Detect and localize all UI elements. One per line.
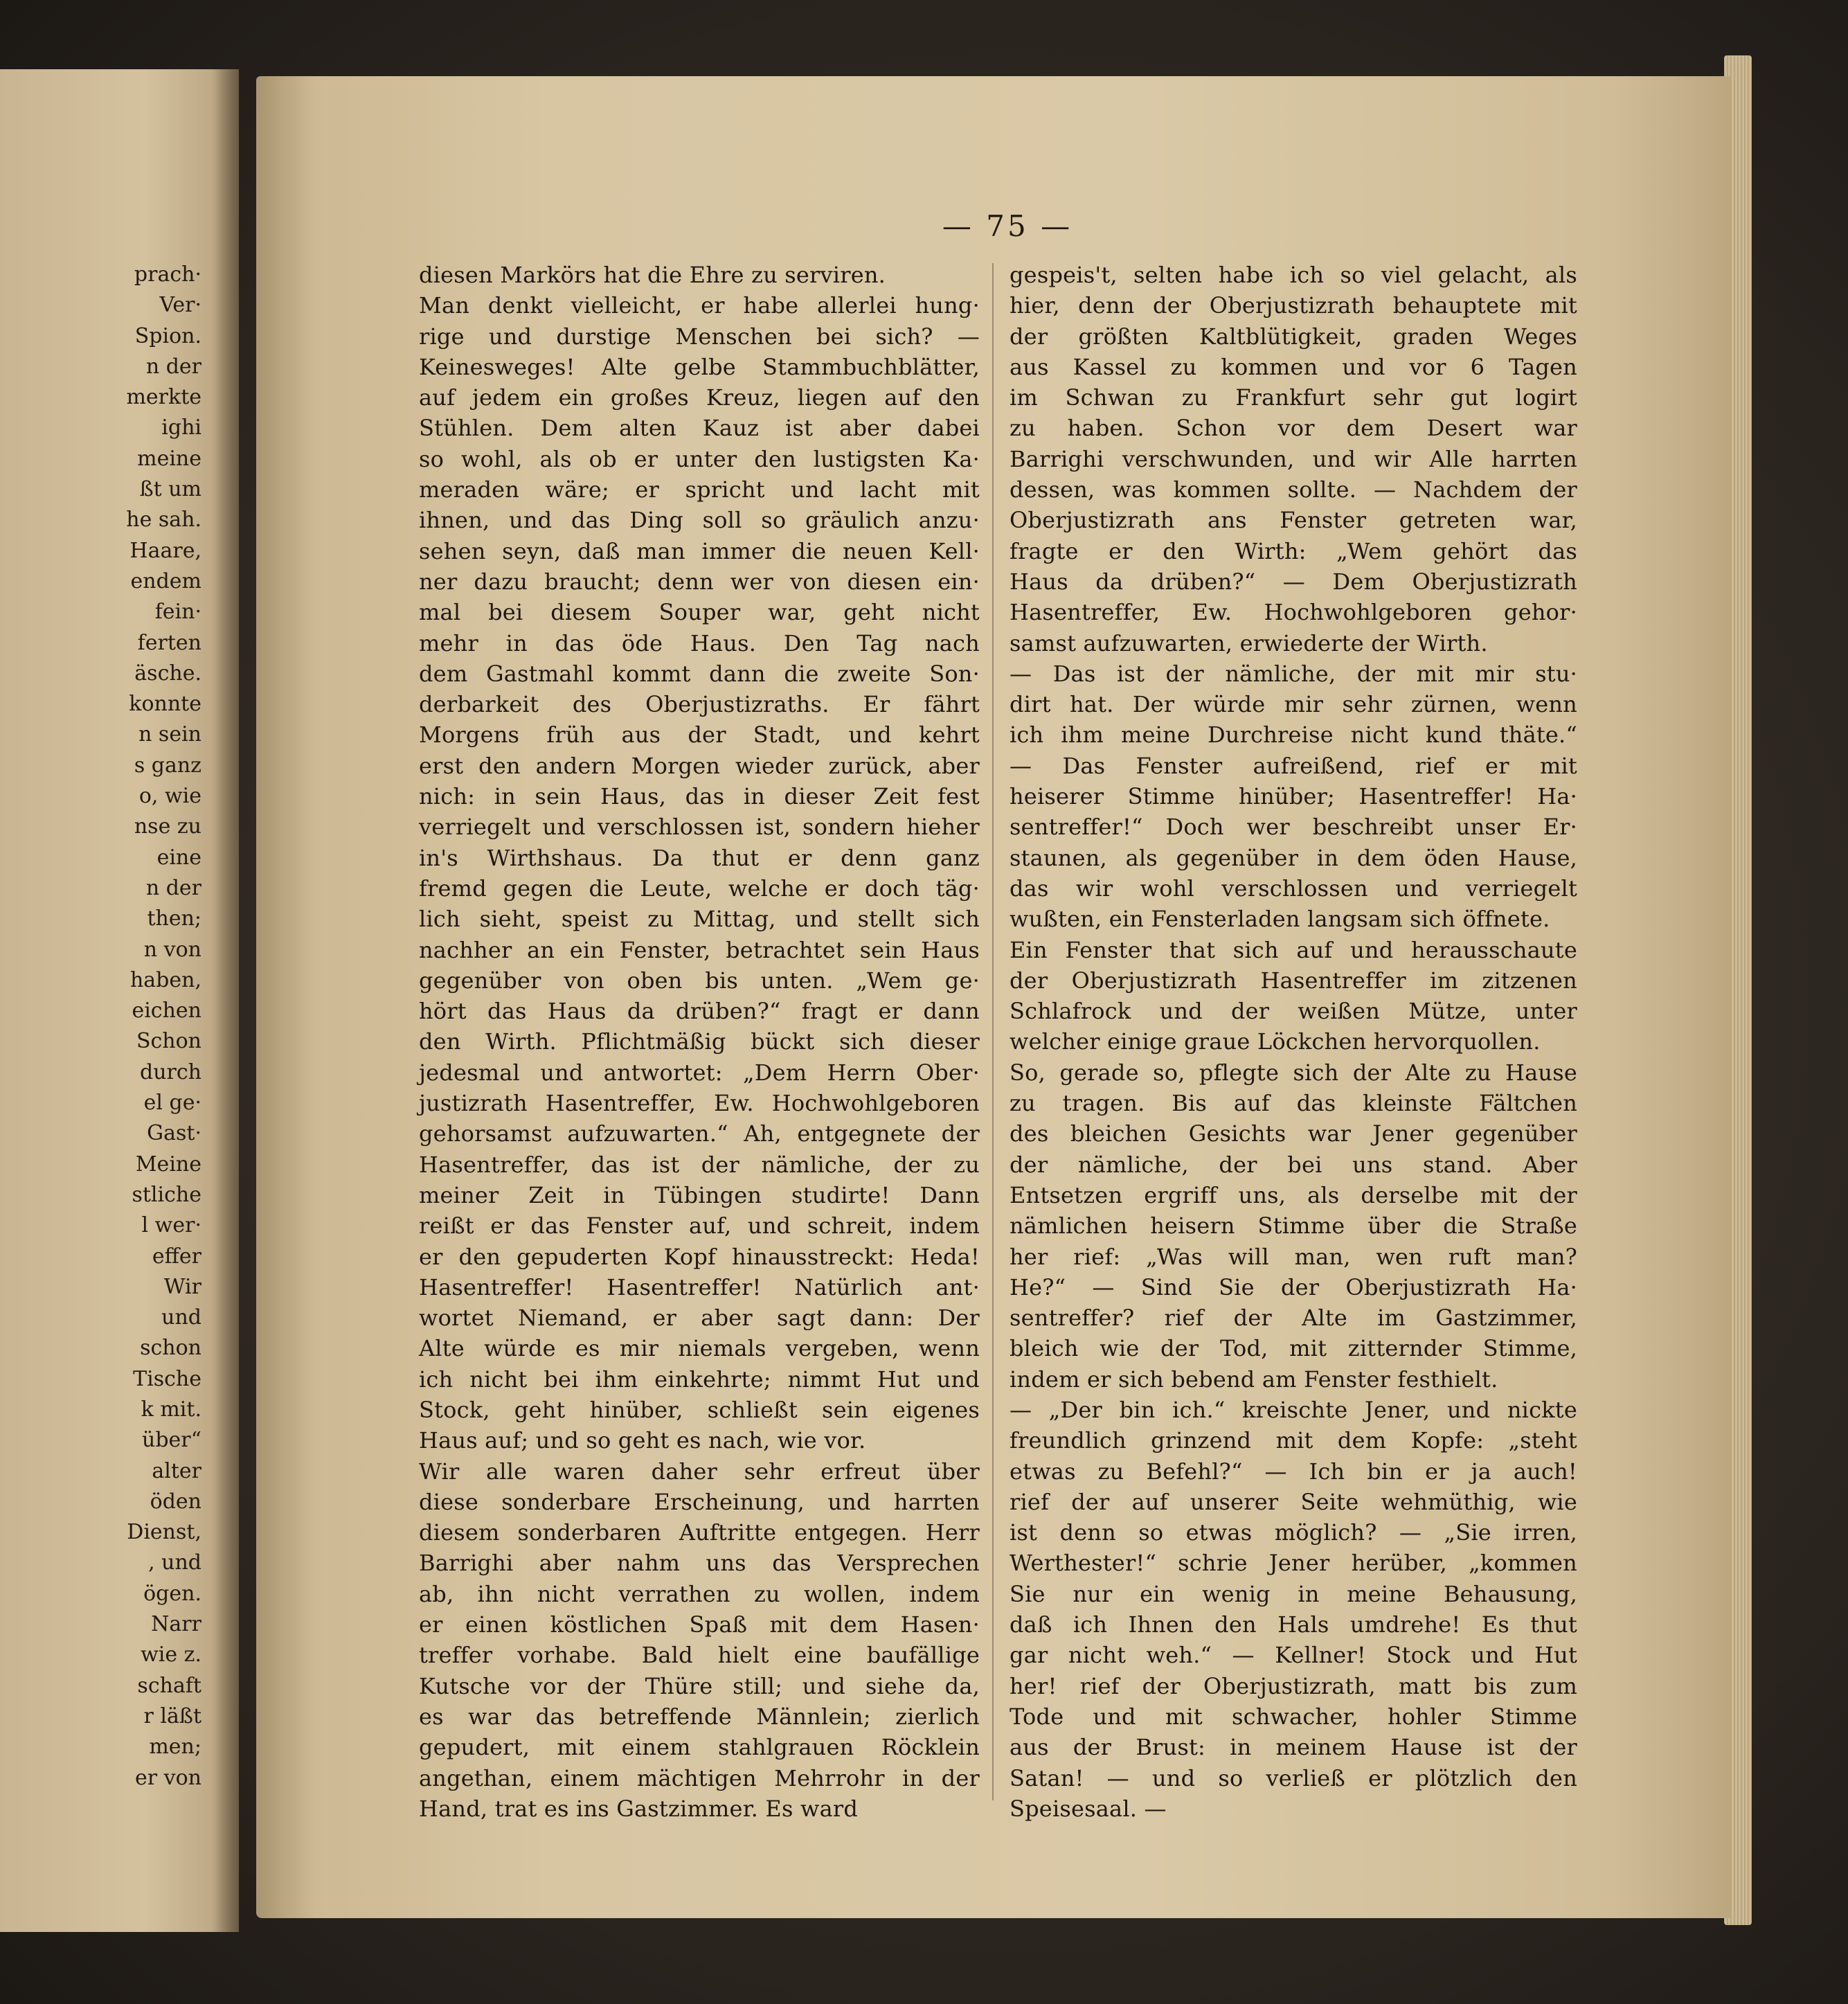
text-line: wortet Niemand, er aber sagt dann: Der (419, 1305, 980, 1332)
text-fragment: ögen. (143, 1581, 201, 1606)
text-fragment: Gast· (147, 1121, 201, 1146)
text-line: sentreffer? rief der Alte im Gastzimmer, (1010, 1305, 1577, 1332)
text-line: angethan, einem mächtigen Mehrrohr in der (419, 1764, 980, 1791)
text-line: Man denkt vielleicht, er habe allerlei hung· (419, 292, 980, 319)
text-fragment: s ganz (134, 753, 201, 778)
text-fragment: merkte (126, 385, 201, 410)
text-fragment: k mit. (141, 1397, 201, 1422)
text-line: — „Der bin ich.“ kreischte Jener, und nickte (1010, 1396, 1577, 1423)
text-line: Tode und mit schwacher, hohler Stimme (1010, 1703, 1577, 1730)
text-line: der nämliche, der bei uns stand. Aber (1010, 1151, 1577, 1178)
text-line: Hasentreffer, das ist der nämliche, der zu (419, 1151, 980, 1178)
text-line: Schlafrock und der weißen Mütze, unter (1010, 998, 1577, 1025)
text-line: Stühlen. Dem alten Kauz ist aber dabei (419, 415, 980, 442)
text-fragment: prach· (134, 262, 201, 287)
text-line: heiserer Stimme hinüber; Hasentreffer! Ha· (1010, 783, 1577, 810)
text-line: Wir alle waren daher sehr erfreut über (419, 1458, 980, 1485)
text-line: justizrath Hasentreffer, Ew. Hochwohlgeboren (419, 1090, 980, 1117)
text-fragment: o, wie (138, 784, 201, 809)
text-line: er den gepuderten Kopf hinausstreckt: Heda! (419, 1243, 980, 1270)
text-fragment: Narr (151, 1612, 201, 1637)
text-line: Sie nur ein wenig in meine Behausung, (1010, 1580, 1577, 1607)
text-fragment: n sein (138, 722, 201, 747)
text-line: des bleichen Gesichts war Jener gegenüber (1010, 1120, 1577, 1147)
text-line: So, gerade so, pflegte sich der Alte zu Hause (1010, 1059, 1577, 1086)
text-line: gar nicht weh.“ — Kellner! Stock und Hut (1010, 1642, 1577, 1669)
text-line: Barrighi aber nahm uns das Versprechen (419, 1550, 980, 1577)
text-fragment: , und (148, 1550, 201, 1575)
text-line: gepudert, mit einem stahlgrauen Röcklein (419, 1734, 980, 1761)
text-line: Haus da drüben?“ — Dem Oberjustizrath (1010, 568, 1577, 595)
text-fragment: ighi (161, 415, 201, 440)
text-fragment: effer (152, 1244, 201, 1269)
text-fragment: er von (135, 1765, 201, 1790)
text-line: in's Wirthshaus. Da thut er denn ganz (419, 844, 980, 871)
text-line: dirt hat. Der würde mir sehr zürnen, wenn (1010, 691, 1577, 718)
text-line: bleich wie der Tod, mit zitternder Stimme, (1010, 1335, 1577, 1362)
text-fragment: schon (140, 1336, 201, 1361)
text-fragment: then; (147, 906, 201, 931)
text-line: zu haben. Schon vor dem Desert war (1010, 415, 1577, 442)
text-fragment: l wer· (141, 1213, 201, 1238)
text-line: er einen köstlichen Spaß mit dem Hasen· (419, 1611, 980, 1638)
text-fragment: stliche (132, 1182, 201, 1207)
text-line: zu tragen. Bis auf das kleinste Fältchen (1010, 1090, 1577, 1117)
text-line: ich ihm meine Durchreise nicht kund thäte.“ (1010, 722, 1577, 749)
text-line: Haus auf; und so geht es nach, wie vor. (419, 1427, 866, 1454)
text-fragment: he sah. (126, 508, 201, 533)
text-line: Stock, geht hinüber, schließt sein eigenes (419, 1396, 980, 1423)
text-line: Hand, trat es ins Gastzimmer. Es ward (419, 1795, 859, 1822)
text-fragment: Ver· (159, 293, 201, 318)
text-fragment: äsche. (134, 661, 201, 686)
text-fragment: Schon (136, 1029, 201, 1054)
text-line: der Oberjustizrath Hasentreffer im zitzenen (1010, 967, 1577, 994)
text-line: Ein Fenster that sich auf und herausschaute (1010, 936, 1577, 963)
text-fragment: Wir (163, 1274, 201, 1299)
text-line: mal bei diesem Souper war, geht nicht (419, 599, 980, 626)
text-line: gespeis't, selten habe ich so viel gelacht, als (1010, 262, 1577, 288)
text-fragment: ferten (137, 630, 201, 655)
text-line: dem Gastmahl kommt dann die zweite Son· (419, 660, 980, 687)
page-number: — 75 — (942, 209, 1073, 243)
text-line: hört das Haus da drüben?“ fragt er dann (419, 998, 980, 1025)
text-fragment: Meine (135, 1152, 201, 1177)
text-fragment: öden (150, 1489, 201, 1514)
text-line: Speisesaal. — (1010, 1795, 1167, 1822)
text-fragment: meine (137, 446, 201, 471)
text-line: ihnen, und das Ding soll so gräulich anzu· (419, 507, 980, 534)
left-page-text-fragments (126, 260, 201, 1793)
text-line: den Wirth. Pflichtmäßig bückt sich dieser (419, 1028, 980, 1055)
text-line: diese sonderbare Erscheinung, und harrten (419, 1488, 980, 1515)
text-fragment: durch (140, 1059, 201, 1084)
text-fragment: nse zu (134, 814, 201, 839)
text-fragment: haben, (129, 967, 201, 992)
text-fragment: endem (130, 569, 201, 593)
text-line: auf jedem ein großes Kreuz, liegen auf den (419, 384, 980, 411)
book-gutter-shadow (211, 69, 239, 1932)
text-line: sentreffer!“ Doch wer beschreibt unser Er· (1010, 814, 1577, 841)
text-line: her rief: „Was will man, wen ruft man? (1010, 1243, 1577, 1270)
text-line: im Schwan zu Frankfurt sehr gut logirt (1010, 384, 1577, 411)
text-line: das wir wohl verschlossen und verriegelt (1010, 875, 1577, 902)
text-line: ist denn so etwas möglich? — „Sie irren, (1010, 1519, 1577, 1546)
text-line: welcher einige graue Löckchen hervorquollen. (1010, 1028, 1541, 1055)
text-fragment: schaft (137, 1673, 201, 1698)
text-line: fremd gegen die Leute, welche er doch täg· (419, 875, 980, 902)
text-line: Werthester!“ schrie Jener herüber, „kommen (1010, 1550, 1577, 1577)
text-line: Morgens früh aus der Stadt, und kehrt (419, 722, 980, 749)
text-line: etwas zu Befehl?“ — Ich bin er ja auch! (1010, 1458, 1577, 1485)
text-fragment: Dienst, (127, 1520, 201, 1545)
text-fragment: und (161, 1305, 201, 1330)
text-line: ab, ihn nicht verrathen zu wollen, indem (419, 1580, 980, 1607)
text-line: verriegelt und verschlossen ist, sondern hieher (419, 814, 980, 841)
text-line: Keinesweges! Alte gelbe Stammbuchblätter, (419, 353, 980, 380)
text-line: freundlich grinzend mit dem Kopfe: „steht (1010, 1427, 1577, 1454)
text-line: aus Kassel zu kommen und vor 6 Tagen (1010, 353, 1577, 380)
text-line: diesen Markörs hat die Ehre zu serviren. (419, 262, 886, 288)
text-line: ich nicht bei ihm einkehrte; nimmt Hut und (419, 1366, 980, 1393)
text-line: meraden wäre; er spricht und lacht mit (419, 476, 980, 503)
text-line: erst den andern Morgen wieder zurück, aber (419, 752, 980, 779)
text-line: aus der Brust: in meinem Hause ist der (1010, 1734, 1577, 1761)
text-line: fragte er den Wirth: „Wem gehört das (1010, 537, 1577, 564)
text-line: lich sieht, speist zu Mittag, und stellt sich (419, 906, 980, 933)
text-line: es war das betreffende Männlein; zierlich (419, 1703, 980, 1730)
text-line: mehr in das öde Haus. Den Tag nach (419, 629, 980, 656)
text-fragment: n von (143, 937, 201, 962)
text-line: meiner Zeit in Tübingen studirte! Dann (419, 1181, 980, 1208)
text-line: Oberjustizrath ans Fenster getreten war, (1010, 507, 1577, 534)
text-line: samst aufzuwarten, erwiederte der Wirth. (1010, 629, 1488, 656)
text-fragment: ßt um (139, 477, 201, 502)
text-line: Barrighi verschwunden, und wir Alle harrten (1010, 445, 1577, 472)
text-line: hier, denn der Oberjustizrath behauptete mit (1010, 292, 1577, 319)
text-line: Kutsche vor der Thüre still; und siehe da, (419, 1672, 980, 1699)
text-fragment: konnte (129, 692, 201, 717)
text-line: diesem sonderbaren Auftritte entgegen. Herr (419, 1519, 980, 1546)
text-line: nachher an ein Fenster, betrachtet sein Haus (419, 936, 980, 963)
text-fragment: Tische (133, 1366, 201, 1391)
text-fragment: fein· (154, 600, 201, 625)
text-fragment: eine (156, 845, 201, 870)
text-fragment: Spion. (134, 323, 201, 348)
left-page (0, 69, 239, 1932)
text-line: so wohl, als ob er unter den lustigsten Ka· (419, 445, 980, 472)
text-fragment: el ge· (143, 1091, 201, 1116)
text-line: gehorsamst aufzuwarten.“ Ah, entgegnete der (419, 1120, 980, 1147)
text-line: gegenüber von oben bis unten. „Wem ge· (419, 967, 980, 994)
text-column-left (419, 260, 980, 1824)
text-line: treffer vorhabe. Bald hielt eine baufällige (419, 1642, 980, 1669)
text-fragment: n der (145, 354, 201, 379)
text-line: her! rief der Oberjustizrath, matt bis zum (1010, 1672, 1577, 1699)
text-line: Satan! — und so verließ er plötzlich den (1010, 1764, 1577, 1791)
text-line: indem er sich bebend am Fenster festhielt. (1010, 1366, 1498, 1393)
text-fragment: Haare, (129, 538, 201, 563)
column-divider (992, 263, 994, 1800)
text-line: Hasentreffer, Ew. Hochwohlgeboren gehor· (1010, 599, 1577, 626)
text-fragment: r läßt (143, 1703, 201, 1728)
text-line: — Das Fenster aufreißend, rief er mit (1010, 752, 1577, 779)
text-fragment: n der (145, 875, 201, 900)
text-fragment: alter (152, 1458, 201, 1483)
text-line: reißt er das Fenster auf, und schreit, indem (419, 1213, 980, 1240)
text-line: daß ich Ihnen den Hals umdrehe! Es thut (1010, 1611, 1577, 1638)
text-line: staunen, als gegenüber in dem öden Hause, (1010, 844, 1577, 871)
text-line: sehen seyn, daß man immer die neuen Kell· (419, 537, 980, 564)
text-fragment: wie z. (141, 1643, 201, 1667)
text-line: der größten Kaltblütigkeit, graden Weges (1010, 323, 1577, 350)
text-line: Hasentreffer! Hasentreffer! Natürlich ant· (419, 1273, 980, 1300)
text-line: wußten, ein Fensterladen langsam sich öffnete. (1010, 906, 1550, 933)
text-line: — Das ist der nämliche, der mit mir stu· (1010, 660, 1577, 687)
text-fragment: men; (149, 1735, 201, 1760)
text-column-right (1010, 260, 1577, 1824)
text-line: He?“ — Sind Sie der Oberjustizrath Ha· (1010, 1273, 1577, 1300)
text-line: ner dazu braucht; denn wer von diesen ein· (419, 568, 980, 595)
text-line: dessen, was kommen sollte. — Nachdem der (1010, 476, 1577, 503)
text-line: derbarkeit des Oberjustizraths. Er fährt (419, 691, 980, 718)
text-fragment: über“ (142, 1428, 201, 1453)
text-fragment: eichen (132, 999, 201, 1023)
text-line: nämlichen heisern Stimme über die Straße (1010, 1213, 1577, 1240)
text-line: rief der auf unserer Seite wehmüthig, wie (1010, 1488, 1577, 1515)
text-line: nich: in sein Haus, das in dieser Zeit fest (419, 783, 980, 810)
text-line: rige und durstige Menschen bei sich? — (419, 323, 980, 350)
text-line: Entsetzen ergriff uns, als derselbe mit der (1010, 1181, 1577, 1208)
text-line: Alte würde es mir niemals vergeben, wenn (419, 1335, 980, 1362)
text-line: jedesmal und antwortet: „Dem Herrn Ober· (419, 1059, 980, 1086)
